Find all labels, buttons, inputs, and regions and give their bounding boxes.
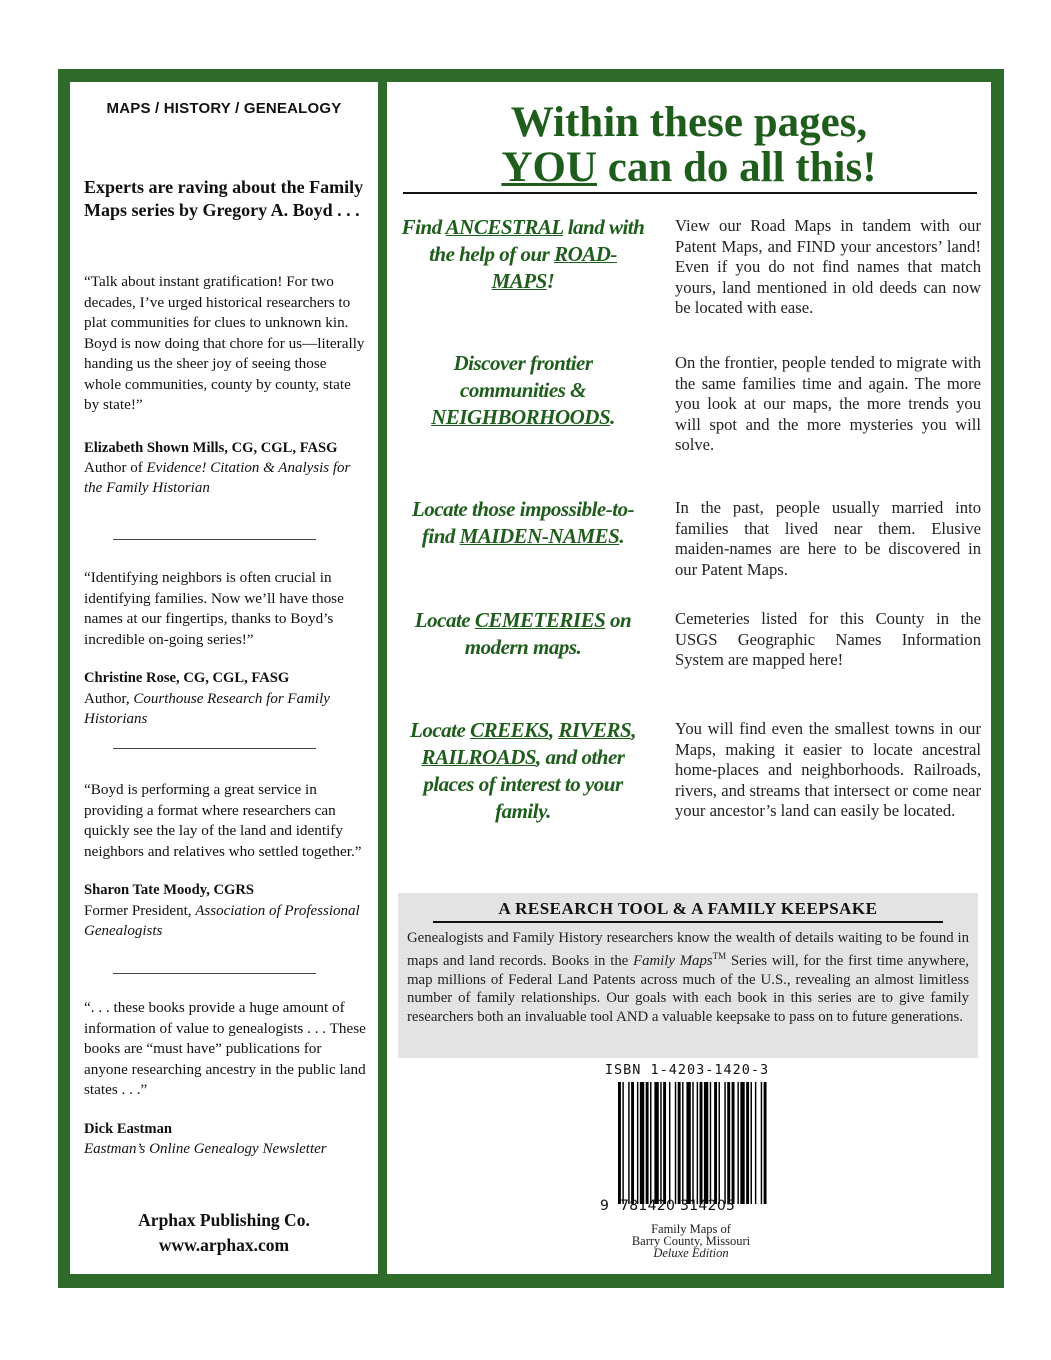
right-panel [387,82,991,1274]
testimonial-quote: “Talk about instant gratification! For two decades, I’ve urged historical researchers to plat communities for clues to unknown kin. Boyd is now doing that chore for us—literally handing us the sheer joy of seeing those whole communities, county by county, state by state!” [84,273,365,413]
testimonial-quote: “Boyd is performing a great service in providing a format where researchers can quickly see the lay of the land and identify neighbors and relatives who settled together.” [84,781,362,860]
barcode-bar [751,1082,752,1204]
testimonial-2 [84,568,366,729]
feature-keyword: ANCESTRAL [445,215,563,239]
research-tool-box [398,893,978,1058]
caption-line: Barry County, Missouri [631,1234,751,1248]
barcode-bar [697,1082,698,1204]
feature-title-text: , [631,718,636,742]
barcode-bar [724,1082,725,1204]
barcode-bar [637,1082,638,1204]
feature-description: On the frontier, people tended to migrate with the same families time and again. The more you look at our maps, the more trends you will spot and the more mysteries you will solve. [675,353,981,454]
feature-title-text: on modern maps. [464,608,632,659]
feature-description: View our Road Maps in tandem with our Patent Maps, and FIND your ancestors’ land! Even if you do not find names that match yours, land mentioned in old deeds can now be located with ease. [675,216,981,317]
testimonial-quote: “. . . these books provide a huge amount of information of value to genealogists . . . These books are “must have” publications for anyone researching ancestry in the public land states . . .” [84,999,366,1098]
separator [113,973,316,974]
feature-title-text: . [619,524,625,548]
box-title-rule [433,921,943,923]
barcode-bar [669,1082,670,1204]
feature-keyword: CEMETERIES [474,608,606,632]
barcode-bar [700,1082,703,1204]
feature-title [399,350,647,431]
feature-title [399,607,647,661]
testimonial-4 [84,998,366,1159]
barcode-bar [618,1082,621,1204]
box-title: A RESEARCH TOOL & A FAMILY KEEPSAKE [498,899,878,918]
feature-title [399,214,647,295]
barcode-bar [764,1082,767,1204]
testimonial-author-role: Eastman’s Online Genealogy Newsletter [84,1141,327,1157]
testimonial-author-role: Author of Evidence! Citation & Analysis for the Family Historian [84,460,351,496]
feature-title-text: Discover frontier communities & [453,351,593,402]
barcode-bar [737,1082,738,1204]
feature-title-text: Locate those impossible-to-find [411,497,635,548]
feature-title-text: , and other places of interest to your family. [423,745,625,823]
barcode-bar [682,1082,683,1204]
barcode-bar [663,1082,666,1204]
testimonial-quote: “Identifying neighbors is often crucial in identifying families. Now we’ll have those names at our fingertips, thanks to Boyd’s incredible on-going series!” [84,569,344,648]
barcode-bar [732,1082,735,1204]
barcode-bar [675,1082,676,1204]
barcode-bar [628,1082,629,1204]
feature-keyword: NEIGHBORHOODS [431,405,611,429]
feature-keyword: CREEKS [470,718,549,742]
barcode-bar [686,1082,690,1204]
feature-title-text: Find [401,215,446,239]
testimonial-author-role: Former President, Association of Professional Genealogists [84,902,360,939]
feature-title-text: ! [546,269,555,293]
testimonial-author-role: Author, Courthouse Research for Family Historians [84,690,330,727]
book-caption [599,1223,783,1259]
testimonial-author: Dick Eastman [84,1120,172,1137]
barcode-bar [660,1082,661,1204]
feature-title-text: . [610,405,615,429]
barcode-bar [755,1082,756,1204]
barcode [618,1082,768,1204]
separator [113,539,316,540]
feature-title [399,496,647,550]
barcode-bar [678,1082,681,1204]
feature-keyword: RIVERS [558,718,632,742]
barcode-bar [654,1082,658,1204]
feature-title-text: Locate [414,608,475,632]
barcode-number: 781420 314205 [620,1198,736,1214]
feature-title-text: land with the help of our [429,215,645,266]
feature-description: In the past, people usually married into families that lived near them. Elusive maiden-names are here to be discovered in our Patent Maps. [675,498,981,579]
barcode-bar [718,1082,719,1204]
feature-keyword: MAIDEN-NAMES [459,524,620,548]
feature-description: Cemeteries listed for this County in the USGS Geographic Names Information System are mapped here! [675,609,981,669]
feature-description: You will find even the smallest towns in our Maps, making it easier to locate ancestral home-places and neighborhoods. Railroads, rivers, and streams that intersect or come near your ancestor’s land can easily be located. [675,719,981,820]
barcode-bar [631,1082,634,1204]
barcode-bar [761,1082,762,1204]
isbn-label: ISBN 1-4203-1420-3 [604,1062,770,1078]
caption-line: Deluxe Edition [653,1246,729,1260]
headline [387,100,991,190]
barcode-bar [650,1082,651,1204]
barcode-bar [727,1082,730,1204]
barcode-bar [646,1082,649,1204]
publisher-website[interactable]: www.arphax.com [158,1235,290,1255]
barcode-bar [740,1082,744,1204]
experts-heading: Experts are raving about the Family Maps series by Gregory A. Boyd . . . [84,177,364,220]
left-panel [70,82,378,1274]
feature-keyword: RAILROADS [421,745,537,769]
barcode-bar [746,1082,749,1204]
barcode-bar [714,1082,717,1204]
barcode-bar [622,1082,623,1204]
barcode-bar [692,1082,693,1204]
feature-title-text: Locate [410,718,471,742]
headline-rule [403,192,977,194]
testimonial-author: Sharon Tate Moody, CGRS [84,882,255,898]
barcode-bar [704,1082,708,1204]
testimonial-1 [84,272,366,498]
barcode-lead-digit: 9 [600,1198,609,1214]
feature-keyword: ROAD-MAPS [491,242,617,293]
box-text: Genealogists and Family History researchers know the wealth of details waiting to be found in maps and land records. Books in the Family Maps™ Series will, for the first time anywhere, map millions of Federal Land Patents across much of the U.S., revealing an almost limitless number of family relationships. Our goals with each book in this series are to give family researchers both an invaluable tool AND a valuable keepsake to pass on to future generations. [407,930,970,1025]
testimonial-author: Elizabeth Shown Mills, CG, CGL, FASG [84,439,338,456]
publisher-name: Arphax Publishing Co. [138,1210,310,1230]
headline-line-2: YOU can do all this! [501,144,877,191]
feature-title-text: , [548,718,559,742]
headline-line-1: Within these pages, [510,99,868,146]
testimonial-3 [84,780,366,941]
barcode-bar [710,1082,711,1204]
barcode-bar [640,1082,644,1204]
testimonial-author: Christine Rose, CG, CGL, FASG [84,670,290,686]
headline-you: YOU [501,144,597,191]
feature-title [399,717,647,825]
category-label: MAPS / HISTORY / GENEALOGY [106,100,342,117]
caption-line: Family Maps of [651,1222,731,1236]
separator [113,748,316,749]
